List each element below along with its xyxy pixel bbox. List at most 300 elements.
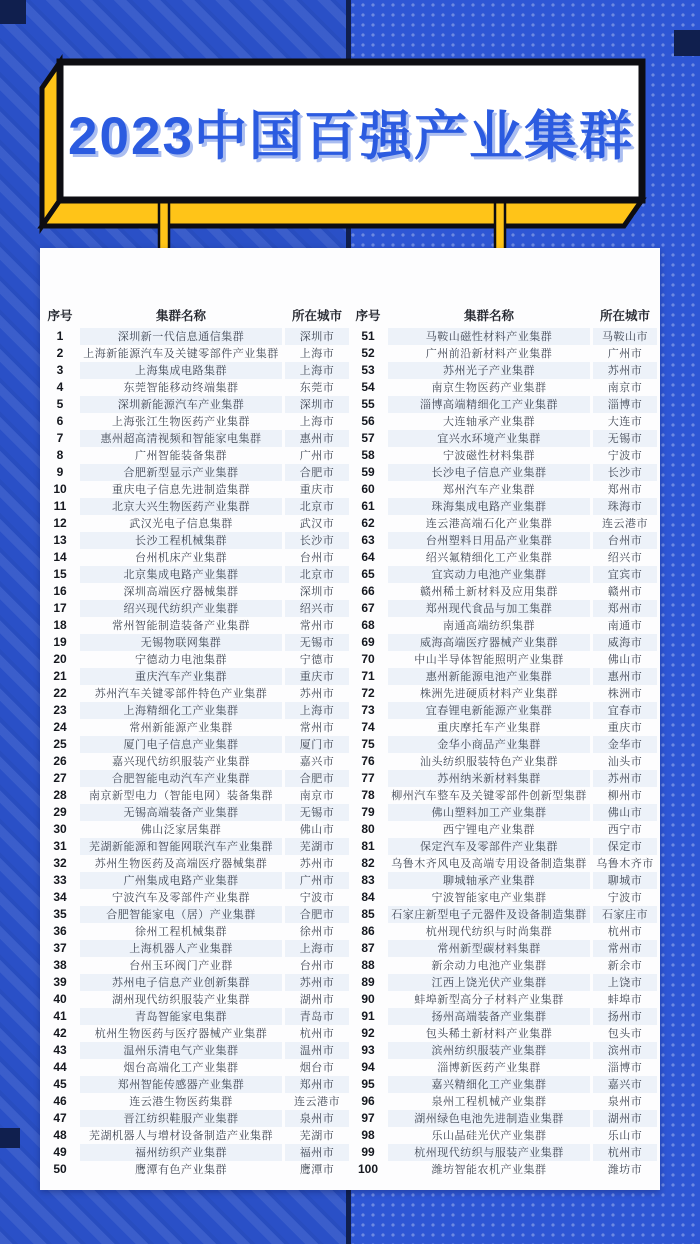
name-cell: 湖州现代纺织服装产业集群 (112, 993, 250, 1006)
corner-accent-top-left (0, 0, 26, 24)
city-cell: 重庆市 (299, 483, 335, 496)
name-cell: 大连轴承产业集群 (443, 415, 535, 428)
table-row (43, 719, 349, 736)
name-cell: 柳州汽车整车及关键零部件创新型集群 (391, 789, 587, 802)
name-cell: 佛山泛家居集群 (140, 823, 222, 836)
rank-cell: 56 (361, 414, 375, 428)
city-cell: 常州市 (593, 940, 657, 957)
rank-cell: 85 (361, 907, 375, 921)
name-cell: 广州集成电路产业集群 (80, 872, 282, 889)
name-cell: 杭州生物医药与医疗器械产业集群 (94, 1027, 268, 1040)
city-cell: 台州市 (299, 959, 335, 972)
table-row (351, 566, 657, 583)
city-cell: 深圳市 (285, 328, 349, 345)
city-cell: 东莞市 (299, 381, 335, 394)
name-cell: 重庆汽车产业集群 (80, 668, 282, 685)
rank-cell: 87 (361, 941, 375, 955)
rank-cell: 31 (53, 839, 67, 853)
name-cell: 无锡物联网集群 (80, 634, 282, 651)
table-row (43, 753, 349, 770)
city-cell: 上海市 (285, 362, 349, 379)
rank-cell: 94 (361, 1060, 375, 1074)
rank-cell: 54 (361, 380, 375, 394)
table-row (43, 1076, 349, 1093)
table-row (351, 532, 657, 549)
rank-cell: 37 (53, 941, 67, 955)
city-cell: 滨州市 (593, 1042, 657, 1059)
name-cell: 温州乐清电气产业集群 (80, 1042, 282, 1059)
city-cell: 上海市 (285, 940, 349, 957)
name-cell: 嘉兴精细化工产业集群 (388, 1076, 590, 1093)
table-row (43, 1093, 349, 1110)
city-cell: 惠州市 (285, 430, 349, 447)
name-cell: 台州玉环阀门产业群 (129, 959, 233, 972)
city-cell: 杭州市 (607, 925, 643, 938)
table-row (351, 804, 657, 821)
table-row (351, 481, 657, 498)
table-row (43, 362, 349, 379)
city-cell: 泉州市 (607, 1095, 643, 1108)
rank-cell: 66 (361, 584, 375, 598)
table-row (43, 566, 349, 583)
city-cell: 潍坊市 (607, 1163, 643, 1176)
city-cell: 汕头市 (607, 755, 643, 768)
city-cell: 威海市 (593, 634, 657, 651)
city-cell: 连云港市 (294, 1095, 340, 1108)
rank-cell: 43 (53, 1043, 67, 1057)
rank-cell: 62 (361, 516, 375, 530)
name-cell: 深圳高端医疗器械集群 (123, 585, 239, 598)
city-cell: 宜春市 (593, 702, 657, 719)
city-cell: 上海市 (299, 415, 335, 428)
city-cell: 株洲市 (607, 687, 643, 700)
table-row (351, 464, 657, 481)
rank-cell: 25 (53, 737, 67, 751)
name-cell: 苏州电子信息产业创新集群 (80, 974, 282, 991)
table-row (351, 600, 657, 617)
table-row (43, 804, 349, 821)
name-cell: 金华小商品产业集群 (388, 736, 590, 753)
city-cell: 扬州市 (593, 1008, 657, 1025)
rank-cell: 82 (361, 856, 375, 870)
rank-cell: 21 (53, 669, 67, 683)
table-row (351, 770, 657, 787)
rank-cell: 40 (53, 992, 67, 1006)
name-cell: 广州智能装备集群 (135, 449, 227, 462)
name-cell: 宁波磁性材料集群 (443, 449, 535, 462)
table-row (43, 872, 349, 889)
city-cell: 常州市 (299, 721, 335, 734)
city-cell: 嘉兴市 (593, 1076, 657, 1093)
rank-cell: 77 (361, 771, 375, 785)
rank-cell: 74 (361, 720, 375, 734)
table-row (351, 685, 657, 702)
city-cell: 厦门市 (285, 736, 349, 753)
table-row (351, 447, 657, 464)
table-row (351, 362, 657, 379)
name-cell: 惠州新能源电池产业集群 (388, 668, 590, 685)
city-cell: 合肥市 (285, 906, 349, 923)
city-cell: 苏州市 (593, 362, 657, 379)
rank-cell: 69 (361, 635, 375, 649)
table-row (351, 1059, 657, 1076)
rank-cell: 24 (53, 720, 67, 734)
rank-cell: 42 (53, 1026, 67, 1040)
name-cell: 上海新能源汽车及关键零部件产业集群 (83, 347, 279, 360)
rank-cell: 63 (361, 533, 375, 547)
table-row (351, 345, 657, 362)
city-cell: 重庆市 (285, 668, 349, 685)
city-cell: 苏州市 (299, 687, 335, 700)
rank-cell: 14 (53, 550, 67, 564)
rank-cell: 4 (56, 380, 64, 394)
table-row (351, 991, 657, 1008)
name-cell: 烟台高端化工产业集群 (123, 1061, 239, 1074)
city-cell: 无锡市 (593, 430, 657, 447)
city-cell: 南京市 (299, 789, 335, 802)
table-row (43, 974, 349, 991)
city-cell: 郑州市 (593, 600, 657, 617)
name-cell: 东莞智能移动终端集群 (123, 381, 239, 394)
table-row (351, 651, 657, 668)
rank-cell: 45 (53, 1077, 67, 1091)
name-cell: 珠海集成电路产业集群 (388, 498, 590, 515)
name-cell: 合肥智能电动汽车产业集群 (80, 770, 282, 787)
rank-cell: 61 (361, 499, 375, 513)
page-title: 2023中国百强产业集群 (68, 107, 634, 166)
table-row (43, 736, 349, 753)
rank-cell: 11 (53, 499, 67, 513)
table-row (351, 838, 657, 855)
city-cell: 杭州市 (593, 1144, 657, 1161)
name-cell: 汕头纺织服装特色产业集群 (420, 755, 558, 768)
name-cell: 深圳新能源汽车产业集群 (80, 396, 282, 413)
name-cell: 西宁锂电产业集群 (443, 823, 535, 836)
name-cell: 连云港高端石化产业集群 (425, 517, 553, 530)
name-cell: 苏州纳米新材料集群 (388, 770, 590, 787)
name-cell: 重庆摩托车产业集群 (437, 721, 541, 734)
name-cell: 北京大兴生物医药产业集群 (80, 498, 282, 515)
city-cell: 上饶市 (593, 974, 657, 991)
table-card (40, 248, 660, 1190)
rank-cell: 12 (53, 516, 67, 530)
city-cell: 深圳市 (299, 585, 335, 598)
table-row (43, 634, 349, 651)
city-cell: 无锡市 (285, 804, 349, 821)
table-row (43, 685, 349, 702)
city-cell: 郑州市 (607, 483, 643, 496)
name-cell: 扬州高端装备产业集群 (388, 1008, 590, 1025)
city-cell: 深圳市 (285, 396, 349, 413)
name-cell: 深圳新一代信息通信集群 (80, 328, 282, 345)
rank-cell: 91 (361, 1009, 375, 1023)
name-cell: 绍兴氟精细化工产业集群 (425, 551, 553, 564)
rank-cell: 34 (53, 890, 67, 904)
city-cell: 重庆市 (607, 721, 643, 734)
table-row (43, 821, 349, 838)
rank-cell: 72 (361, 686, 375, 700)
name-cell: 上海张江生物医药产业集群 (112, 415, 250, 428)
name-cell: 台州塑料日用品产业集群 (388, 532, 590, 549)
table-row (351, 1076, 657, 1093)
table-row (43, 430, 349, 447)
table-row (43, 668, 349, 685)
name-cell: 石家庄新型电子元器件及设备制造集群 (388, 906, 590, 923)
name-header: 集群名称 (463, 308, 514, 323)
rank-cell: 84 (361, 890, 375, 904)
rank-cell: 17 (53, 601, 67, 615)
rank-cell: 73 (361, 703, 375, 717)
city-cell: 苏州市 (593, 770, 657, 787)
city-cell: 大连市 (607, 415, 643, 428)
rank-cell: 26 (53, 754, 67, 768)
rank-cell: 23 (53, 703, 67, 717)
name-cell: 宜宾动力电池产业集群 (388, 566, 590, 583)
name-cell: 重庆电子信息先进制造集群 (112, 483, 250, 496)
table-row (351, 821, 657, 838)
city-cell: 乐山市 (607, 1129, 643, 1142)
city-cell: 湖州市 (299, 993, 335, 1006)
name-cell: 芜湖新能源和智能网联汽车产业集群 (80, 838, 282, 855)
rank-cell: 46 (53, 1094, 67, 1108)
rank-cell: 52 (361, 346, 375, 360)
city-cell: 佛山市 (593, 804, 657, 821)
city-cell: 金华市 (593, 736, 657, 753)
city-cell: 宁波市 (607, 891, 643, 904)
rank-cell: 65 (361, 567, 375, 581)
city-cell: 武汉市 (299, 517, 335, 530)
city-cell: 包头市 (607, 1027, 643, 1040)
name-cell: 苏州生物医药及高端医疗器械集群 (94, 857, 268, 870)
table-row (43, 515, 349, 532)
rank-cell: 96 (361, 1094, 375, 1108)
rank-cell: 86 (361, 924, 375, 938)
table-row (43, 1161, 349, 1178)
table-row (43, 1110, 349, 1127)
table-row (43, 957, 349, 974)
city-cell: 福州市 (285, 1144, 349, 1161)
table-row (351, 906, 657, 923)
rank-cell: 38 (53, 958, 67, 972)
table-row (351, 957, 657, 974)
rank-cell: 36 (53, 924, 67, 938)
name-cell: 保定汽车及零部件产业集群 (388, 838, 590, 855)
rank-cell: 32 (53, 856, 67, 870)
name-cell: 潍坊智能农机产业集群 (431, 1163, 547, 1176)
name-cell: 青岛智能家电集群 (80, 1008, 282, 1025)
city-cell: 青岛市 (285, 1008, 349, 1025)
name-cell: 武汉光电子信息集群 (129, 517, 233, 530)
table-body-right (351, 328, 657, 1178)
table-row (43, 1042, 349, 1059)
table-row (43, 600, 349, 617)
rank-cell: 44 (53, 1060, 67, 1074)
name-header: 集群名称 (155, 308, 206, 323)
city-cell: 长沙市 (593, 464, 657, 481)
rank-cell: 78 (361, 788, 375, 802)
city-cell: 徐州市 (299, 925, 335, 938)
city-cell: 保定市 (593, 838, 657, 855)
table-row (43, 379, 349, 396)
table-row (351, 328, 657, 345)
rank-cell: 30 (53, 822, 67, 836)
rank-cell: 98 (361, 1128, 375, 1142)
rank-cell: 99 (361, 1145, 375, 1159)
table-row (351, 1110, 657, 1127)
table-header-left (43, 304, 349, 328)
table-row (351, 787, 657, 804)
rank-cell: 13 (53, 533, 67, 547)
rank-cell: 16 (53, 584, 67, 598)
rank-cell: 55 (361, 397, 375, 411)
rank-cell: 8 (56, 448, 64, 462)
rank-cell: 93 (361, 1043, 375, 1057)
table-row (43, 889, 349, 906)
rank-cell: 1 (56, 329, 64, 343)
rank-cell: 58 (361, 448, 375, 462)
city-cell: 宁波市 (299, 891, 335, 904)
rank-cell: 35 (53, 907, 67, 921)
table-row (351, 1161, 657, 1178)
table-left (43, 304, 349, 1190)
table-row (43, 1059, 349, 1076)
name-cell: 宜兴水环境产业集群 (388, 430, 590, 447)
banner-3d-bottom-face (42, 200, 642, 226)
table-row (351, 634, 657, 651)
rank-cell: 88 (361, 958, 375, 972)
city-cell: 宁德市 (299, 653, 335, 666)
city-cell: 乌鲁木齐市 (596, 857, 654, 870)
city-cell: 芜湖市 (299, 1129, 335, 1142)
city-cell: 北京市 (285, 498, 349, 515)
city-cell: 苏州市 (285, 974, 349, 991)
rank-cell: 49 (53, 1145, 67, 1159)
rank-cell: 47 (53, 1111, 67, 1125)
name-cell: 广州前沿新材料产业集群 (425, 347, 553, 360)
city-cell: 鹰潭市 (299, 1163, 335, 1176)
city-cell: 台州市 (593, 532, 657, 549)
table-row (351, 872, 657, 889)
city-cell: 台州市 (299, 551, 335, 564)
table-row (43, 532, 349, 549)
table-row (43, 991, 349, 1008)
rank-cell: 81 (361, 839, 375, 853)
name-cell: 佛山塑料加工产业集群 (388, 804, 590, 821)
rank-cell: 70 (361, 652, 375, 666)
city-cell: 泉州市 (285, 1110, 349, 1127)
name-cell: 湖州绿色电池先进制造业集群 (388, 1110, 590, 1127)
name-cell: 上海集成电路集群 (80, 362, 282, 379)
city-cell: 珠海市 (593, 498, 657, 515)
rank-cell: 48 (53, 1128, 67, 1142)
city-cell: 西宁市 (607, 823, 643, 836)
table-row (43, 447, 349, 464)
table-row (43, 396, 349, 413)
rank-cell: 18 (53, 618, 67, 632)
city-cell: 嘉兴市 (299, 755, 335, 768)
city-header: 所在城市 (599, 308, 650, 323)
city-cell: 广州市 (299, 449, 335, 462)
table-row (351, 923, 657, 940)
rank-cell: 6 (56, 414, 64, 428)
rank-cell: 7 (56, 431, 64, 445)
name-cell: 苏州汽车关键零部件特色产业集群 (94, 687, 268, 700)
name-cell: 上海精细化工产业集群 (80, 702, 282, 719)
city-cell: 合肥市 (285, 464, 349, 481)
city-cell: 石家庄市 (593, 906, 657, 923)
rank-cell: 33 (53, 873, 67, 887)
city-cell: 宜宾市 (593, 566, 657, 583)
table-row (351, 1093, 657, 1110)
rank-cell: 76 (361, 754, 375, 768)
table-row (43, 1127, 349, 1144)
rank-cell: 60 (361, 482, 375, 496)
rank-cell: 51 (361, 329, 375, 343)
name-cell: 淄博高端精细化工产业集群 (388, 396, 590, 413)
name-cell: 上海机器人产业集群 (80, 940, 282, 957)
city-cell: 上海市 (299, 347, 335, 360)
corner-accent-top-right (674, 30, 700, 56)
rank-cell: 80 (361, 822, 375, 836)
name-cell: 福州纺织产业集群 (80, 1144, 282, 1161)
rank-cell: 79 (361, 805, 375, 819)
name-cell: 郑州汽车产业集群 (443, 483, 535, 496)
city-cell: 宁波市 (607, 449, 643, 462)
rank-cell: 64 (361, 550, 375, 564)
table-row (43, 770, 349, 787)
city-cell: 温州市 (285, 1042, 349, 1059)
city-cell: 上海市 (285, 702, 349, 719)
table-row (43, 1008, 349, 1025)
name-cell: 常州新能源产业集群 (129, 721, 233, 734)
city-cell: 连云港市 (602, 517, 648, 530)
rank-cell: 19 (53, 635, 67, 649)
name-cell: 威海高端医疗器械产业集群 (388, 634, 590, 651)
city-cell: 长沙市 (285, 532, 349, 549)
name-cell: 南通高端纺织集群 (443, 619, 535, 632)
city-cell: 合肥市 (285, 770, 349, 787)
table-row (351, 1042, 657, 1059)
rank-cell: 3 (56, 363, 64, 377)
city-cell: 郑州市 (285, 1076, 349, 1093)
table-row (351, 940, 657, 957)
name-cell: 鹰潭有色产业集群 (135, 1163, 227, 1176)
name-cell: 马鞍山磁性材料产业集群 (388, 328, 590, 345)
city-header: 所在城市 (291, 308, 342, 323)
table-right (351, 304, 657, 1190)
rank-cell: 100 (357, 1162, 379, 1176)
city-cell: 北京市 (285, 566, 349, 583)
table-row (43, 1025, 349, 1042)
city-cell: 南京市 (607, 381, 643, 394)
name-cell: 芜湖机器人与增材设备制造产业集群 (89, 1129, 273, 1142)
name-cell: 郑州智能传感器产业集群 (80, 1076, 282, 1093)
name-cell: 江西上饶光伏产业集群 (388, 974, 590, 991)
table-row (43, 1144, 349, 1161)
city-cell: 杭州市 (299, 1027, 335, 1040)
name-cell: 南京新型电力（智能电网）装备集群 (89, 789, 273, 802)
rank-cell: 2 (56, 346, 64, 360)
name-cell: 滨州纺织服装产业集群 (388, 1042, 590, 1059)
name-cell: 赣州稀土新材料及应用集群 (420, 585, 558, 598)
table-row (43, 498, 349, 515)
rank-cell: 83 (361, 873, 375, 887)
city-cell: 南通市 (607, 619, 643, 632)
table-row (43, 651, 349, 668)
table-row (351, 413, 657, 430)
city-cell: 芜湖市 (285, 838, 349, 855)
name-cell: 合肥新型显示产业集群 (80, 464, 282, 481)
